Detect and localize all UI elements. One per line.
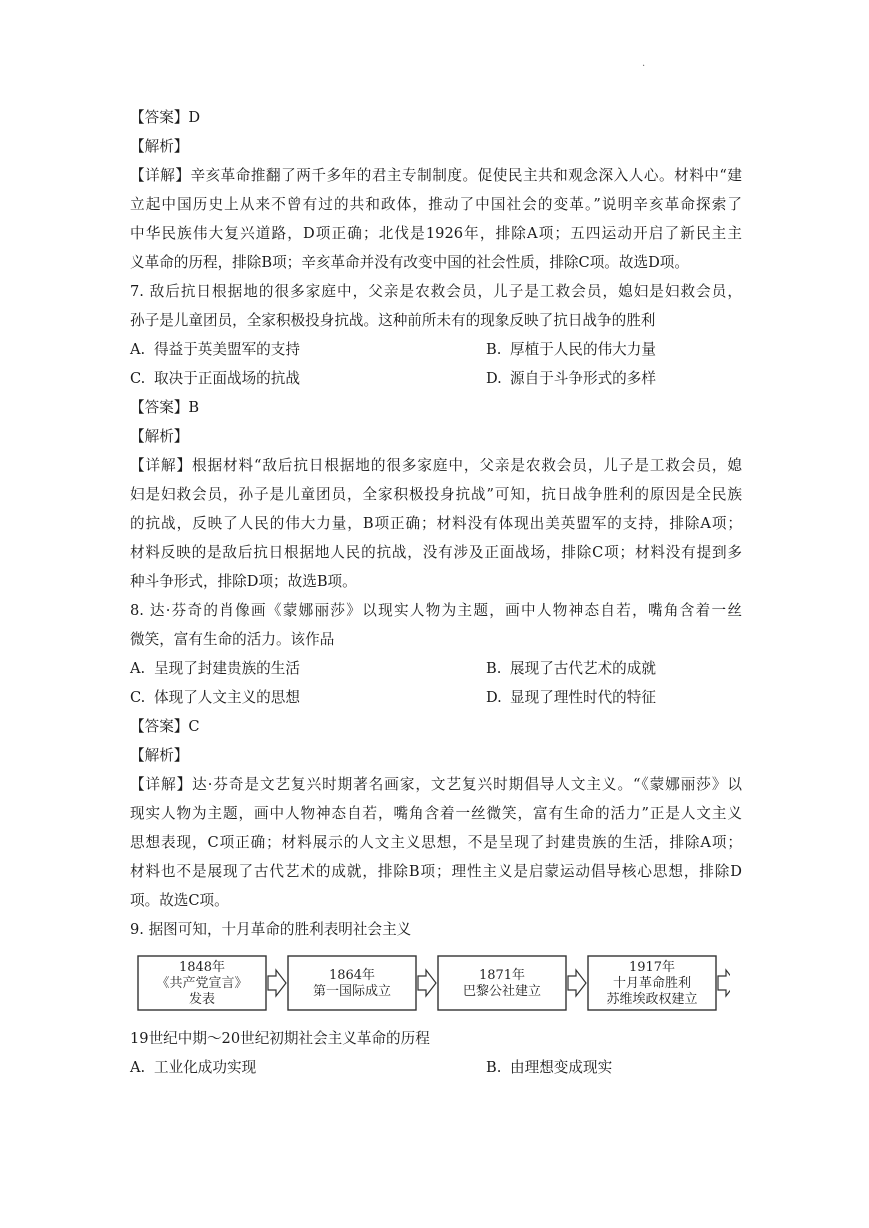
text-line: 9. 据图可知，十月革命的胜利表明社会主义: [130, 921, 412, 938]
text-line: 【详解】达·芬奇是文艺复兴时期著名画家，文艺复兴时期倡导人文主义。“《蒙娜丽莎》以: [130, 776, 742, 793]
text-line: 思想表现，C项正确；材料展示的人文主义思想，不是呈现了封建贵族的生活，排除A项；: [130, 834, 742, 851]
option-letter: B.: [486, 660, 502, 677]
figure: [130, 950, 742, 1024]
option-row: [130, 335, 742, 364]
flow-box-2: [288, 956, 416, 1010]
flow-box-text: 1848年: [178, 960, 226, 975]
document-body: [130, 103, 742, 1082]
flow-box-text: 发表: [188, 992, 216, 1007]
option-letter: C.: [130, 370, 146, 387]
text-line: 【解析】: [130, 138, 189, 155]
option-row: [130, 683, 742, 712]
flow-box-text: 十月革命胜利: [612, 976, 692, 991]
option-letter: A.: [130, 341, 146, 358]
option-text: 取决于正面战场的抗战: [154, 370, 300, 387]
text-line: 【解析】: [130, 747, 189, 764]
flow-arrow-icon: [718, 970, 730, 996]
text-line: 的抗战，反映了人民的伟大力量，B项正确；材料没有体现出美英盟军的支持，排除A项；: [130, 515, 742, 532]
text-line: 【解析】: [130, 428, 189, 445]
option-text: 由理想变成现实: [510, 1059, 613, 1076]
flow-box-3: [438, 956, 566, 1010]
option-row: [130, 364, 742, 393]
answer-option: [130, 364, 486, 393]
answer-option: [486, 335, 742, 364]
option-row: [130, 1053, 742, 1082]
flow-box-text: 《共产党宣言》: [156, 976, 248, 991]
text-line: 【详解】辛亥革命推翻了两千多年的君主专制制度。促使民主共和观念深入人心。材料中“建: [130, 167, 742, 184]
option-letter: B.: [486, 341, 502, 358]
text-line: 义革命的历程，排除B项；辛亥革命并没有改变中国的社会性质，排除C项。故选D项。: [130, 254, 689, 271]
flow-arrow-icon: [268, 970, 286, 996]
option-text: 体现了人文主义的思想: [154, 689, 300, 706]
option-letter: A.: [130, 1059, 146, 1076]
flow-box-1: [138, 956, 266, 1010]
option-text: 展现了古代艺术的成就: [510, 660, 656, 677]
text-line: 材料反映的是敌后抗日根据地人民的抗战，没有涉及正面战场，排除C项；材料没有提到多: [130, 544, 742, 561]
flow-box-text: 巴黎公社建立: [462, 984, 542, 999]
text-line: 微笑，富有生命的活力。该作品: [130, 631, 335, 648]
text-line: 项。故选C项。: [130, 892, 229, 909]
option-text: 工业化成功实现: [154, 1059, 257, 1076]
flow-box-text: 1917年: [628, 960, 676, 975]
text-line: 孙子是儿童团员，全家积极投身抗战。这种前所未有的现象反映了抗日战争的胜利: [130, 312, 656, 329]
text-line: 材料也不是展现了古代艺术的成就，排除B项；理性主义是启蒙运动倡导核心思想，排除D: [130, 863, 742, 880]
option-text: 厚植于人民的伟大力量: [510, 341, 656, 358]
answer-option: [486, 683, 742, 712]
option-letter: D.: [486, 370, 502, 387]
answer-option: [130, 1053, 486, 1082]
flow-box-text: 1864年: [328, 968, 376, 983]
flow-box-text: 第一国际成立: [312, 984, 392, 999]
option-row: [130, 654, 742, 683]
option-letter: D.: [486, 689, 502, 706]
text-line: 立起中国历史上从来不曾有过的共和政体，推动了中国社会的变革。”说明辛亥革命探索了: [130, 196, 742, 213]
option-letter: B.: [486, 1059, 502, 1076]
option-letter: C.: [130, 689, 146, 706]
answer-option: [130, 683, 486, 712]
text-line: 妇是妇救会员，孙子是儿童团员，全家积极投身抗战”可知，抗日战争胜利的原因是全民族: [130, 486, 742, 503]
flow-box-text: 1871年: [478, 968, 526, 983]
option-letter: A.: [130, 660, 146, 677]
flow-box-text: 苏维埃政权建立: [606, 992, 698, 1007]
text-line: 【答案】C: [130, 718, 200, 735]
answer-option: [130, 335, 486, 364]
timeline-flowchart: [130, 950, 730, 1024]
answer-option: [130, 654, 486, 683]
option-text: 呈现了封建贵族的生活: [154, 660, 300, 677]
text-line: 中华民族伟大复兴道路，D项正确；北伐是1926年，排除A项；五四运动开启了新民主主: [130, 225, 742, 242]
answer-option: [486, 1053, 742, 1082]
text-line: 7. 敌后抗日根据地的很多家庭中，父亲是农救会员，儿子是工救会员，媳妇是妇救会员，: [130, 283, 742, 300]
answer-option: [486, 654, 742, 683]
text-line: 【答案】D: [130, 109, 201, 126]
option-text: 得益于英美盟军的支持: [154, 341, 300, 358]
text-line: 8. 达·芬奇的肖像画《蒙娜丽莎》以现实人物为主题，画中人物神态自若，嘴角含着一丝: [130, 602, 742, 619]
text-line: 现实人物为主题，画中人物神态自若，嘴角含着一丝微笑，富有生命的活力”正是人文主义: [130, 805, 742, 822]
text-line: 19世纪中期～20世纪初期社会主义革命的历程: [130, 1030, 430, 1047]
text-line: 【答案】B: [130, 399, 200, 416]
flow-arrow-icon: [418, 970, 436, 996]
page-marker: .: [642, 58, 646, 69]
text-line: 【详解】根据材料“敌后抗日根据地的很多家庭中，父亲是农救会员，儿子是工救会员，媳: [130, 457, 742, 474]
option-text: 显现了理性时代的特征: [510, 689, 656, 706]
text-line: 种斗争形式，排除D项；故选B项。: [130, 573, 357, 590]
option-text: 源自于斗争形式的多样: [510, 370, 656, 387]
flow-arrow-icon: [568, 970, 586, 996]
answer-option: [486, 364, 742, 393]
flow-box-4: [588, 956, 716, 1010]
